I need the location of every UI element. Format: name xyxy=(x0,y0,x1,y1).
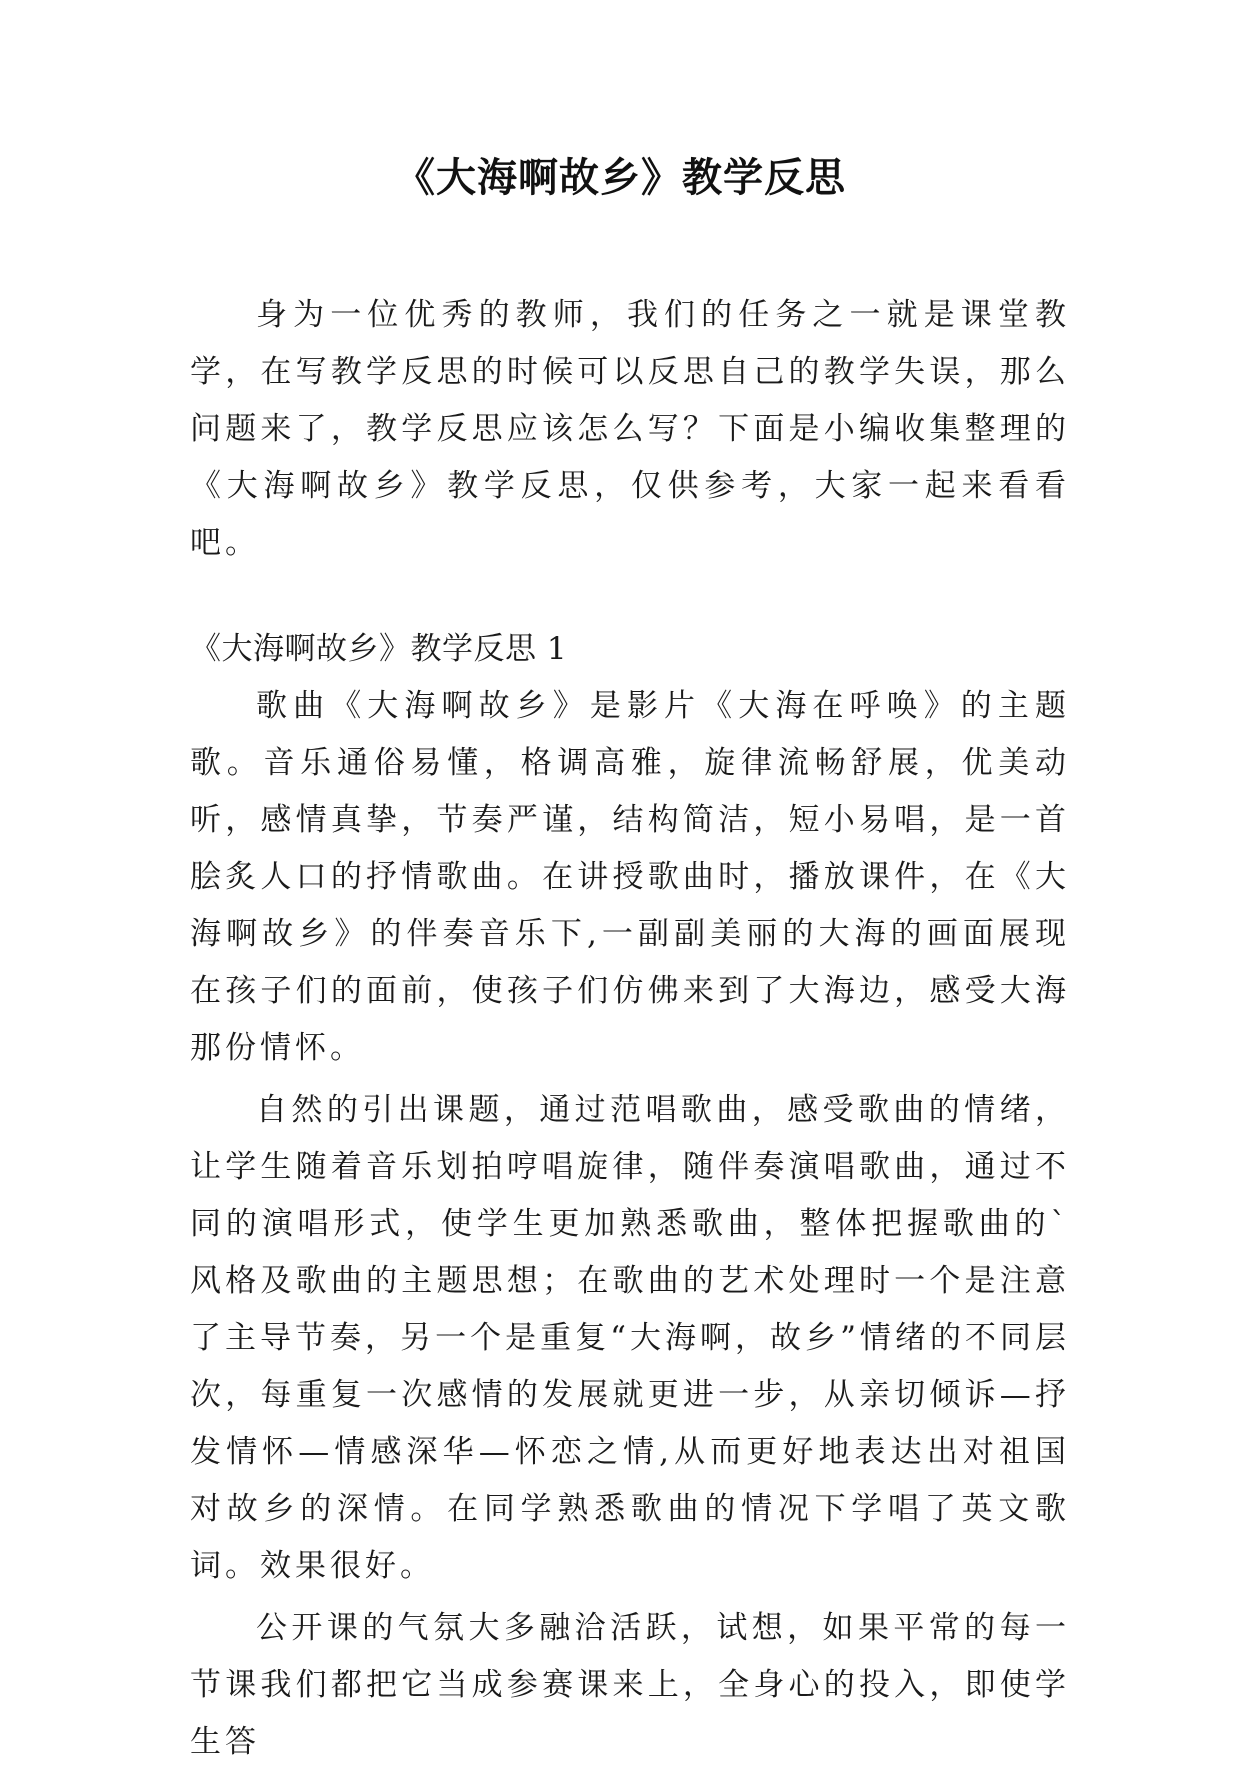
body-paragraph-3: 公开课的气氛大多融洽活跃，试想，如果平常的每一节课我们都把它当成参赛课来上，全身心的投入，即使学生答 xyxy=(190,1610,1070,1760)
body-paragraph-2: 自然的引出课题，通过范唱歌曲，感受歌曲的情绪，让学生随着音乐划拍哼唱旋律，随伴奏演唱歌曲，通过不同的演唱形式，使学生更加熟悉歌曲，整体把握歌曲的`风格及歌曲的主题思想；在歌曲的艺术处理时一个是注意了主导节奏，另一个是重复“大海啊，故乡”情绪的不同层次，每重复一次感情的发展就更进一步，从亲切倾诉—抒发情怀—情感深华—怀恋之情,从而更好地表达出对祖国对故乡的深情。在同学熟悉歌曲的情况下学唱了英文歌词。效果很好。 xyxy=(190,1092,1070,1584)
intro-paragraph: 身为一位优秀的教师，我们的任务之一就是课堂教学，在写教学反思的时候可以反思自己的教学失误，那么问题来了，教学反思应该怎么写？下面是小编收集整理的《大海啊故乡》教学反思，仅供参考，大家一起来看看吧。 xyxy=(190,297,1070,561)
document-body xyxy=(190,287,1070,1771)
document-title: 《大海啊故乡》教学反思 xyxy=(395,155,846,201)
section-heading: 《大海啊故乡》教学反思 1 xyxy=(190,631,568,667)
body-paragraph-1: 歌曲《大海啊故乡》是影片《大海在呼唤》的主题歌。音乐通俗易懂，格调高雅，旋律流畅舒展，优美动听，感情真挚，节奏严谨，结构简洁，短小易唱，是一首脍炙人口的抒情歌曲。在讲授歌曲时，播放课件，在《大海啊故乡》的伴奏音乐下,一副副美丽的大海的画面展现在孩子们的面前，使孩子们仿佛来到了大海边，感受大海那份情怀。 xyxy=(190,688,1070,1066)
